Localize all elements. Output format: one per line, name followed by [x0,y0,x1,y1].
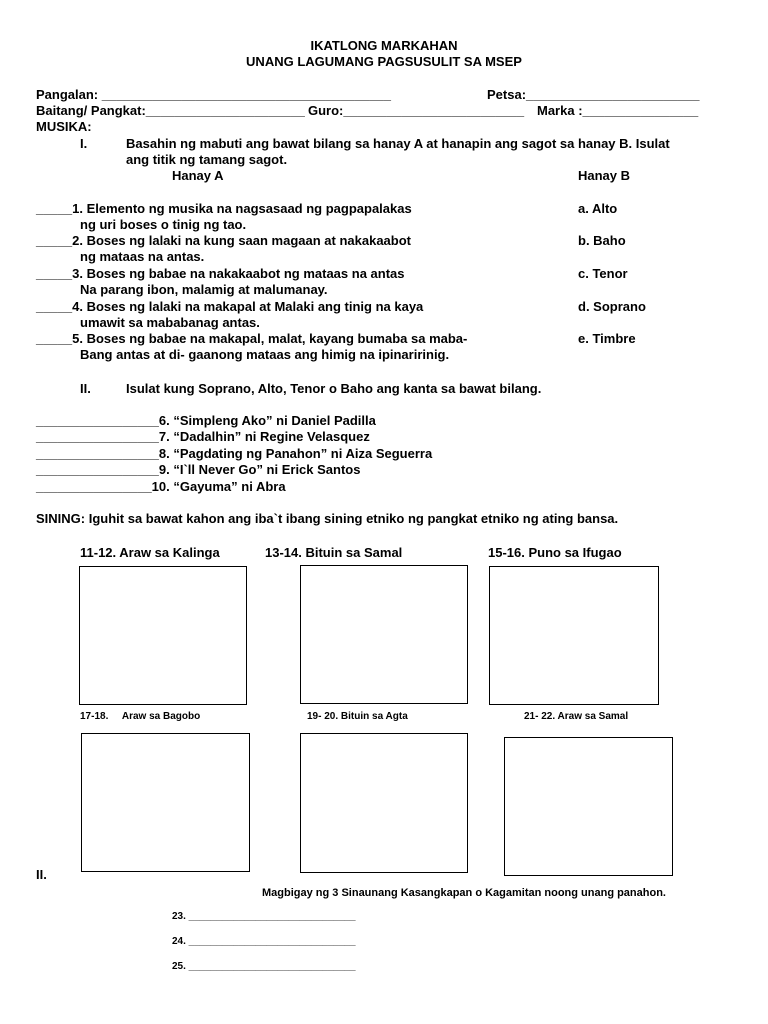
item-line: umawit sa mababanag antas. [80,315,260,330]
item-line: Na parang ibon, malamig at malumanay. [80,282,328,297]
choice: e. Timbre [578,331,636,346]
part3-instruction: Magbigay ng 3 Sinaunang Kasangkapan o Kagamitan noong unang panahon. [262,887,666,899]
song-item[interactable]: ________________10. “Gayuma” ni Abra [36,479,286,494]
drawing-box[interactable] [489,566,659,705]
drawing-box[interactable] [300,733,468,873]
choice: d. Soprano [578,299,646,314]
song-item[interactable]: _________________7. “Dadalhin” ni Regine Velasquez [36,429,370,444]
score-field[interactable]: Marka :________________ [537,103,699,118]
item-line[interactable]: _____4. Boses ng lalaki na makapal at Malaki ang tinig na kaya [36,299,424,314]
column-a-header: Hanay A [172,168,224,183]
item-line: ng uri boses o tinig ng tao. [80,217,247,232]
item-line[interactable]: _____2. Boses ng lalaki na kung saan magaan at nakakaabot [36,233,412,248]
part1-instruction-line1: Basahin ng mabuti ang bawat bilang sa hanay A at hanapin ang sagot sa hanay B. Isulat [126,136,670,151]
sining-instruction: SINING: Iguhit sa bawat kahon ang iba`t ibang sining etniko ng pangkat etniko ng ating bansa. [36,511,619,526]
song-item[interactable]: _________________9. “I`ll Never Go” ni Erick Santos [36,462,361,477]
musika-heading: MUSIKA: [36,119,92,134]
item-line: Bang antas at di- gaanong mataas ang himig na ipinaririnig. [80,347,450,362]
song-item[interactable]: _________________6. “Simpleng Ako” ni Daniel Padilla [36,413,376,428]
drawing-label: 11-12. Araw sa Kalinga [80,545,220,560]
choice: b. Baho [578,233,626,248]
drawing-label: 17-18. Araw sa Bagobo [80,711,201,722]
answer-line[interactable]: 25. ______________________________ [172,961,356,972]
exam-title-line2: UNANG LAGUMANG PAGSUSULIT SA MSEP [246,54,522,69]
date-field[interactable]: Petsa:________________________ [487,87,700,102]
drawing-box[interactable] [79,566,247,705]
drawing-label: 19- 20. Bituin sa Agta [307,711,408,722]
drawing-label: 13-14. Bituin sa Samal [265,545,403,560]
item-line[interactable]: _____1. Elemento ng musika na nagsasaad ng pagpapalakas [36,201,412,216]
item-line[interactable]: _____3. Boses ng babae na nakakaabot ng mataas na antas [36,266,405,281]
item-line[interactable]: _____5. Boses ng babae na makapal, malat, kayang bumaba sa maba- [36,331,468,346]
song-item[interactable]: _________________8. “Pagdating ng Panahon” ni Aiza Seguerra [36,446,433,461]
drawing-box[interactable] [81,733,250,872]
teacher-field[interactable]: Guro:_________________________ [308,103,525,118]
choice: a. Alto [578,201,618,216]
drawing-box[interactable] [504,737,673,876]
part3-numeral: II. [36,867,47,882]
exam-title-line1: IKATLONG MARKAHAN [310,38,458,53]
column-b-header: Hanay B [578,168,631,183]
answer-line[interactable]: 23. ______________________________ [172,911,356,922]
grade-section-field[interactable]: Baitang/ Pangkat:______________________ [36,103,305,118]
name-field[interactable]: Pangalan: ________________________________________ [36,87,391,102]
item-line: ng mataas na antas. [80,249,205,264]
drawing-label: 21- 22. Araw sa Samal [524,711,629,722]
drawing-box[interactable] [300,565,468,704]
answer-line[interactable]: 24. ______________________________ [172,936,356,947]
part1-numeral: I. [80,136,88,151]
choice: c. Tenor [578,266,628,281]
part2-instruction: Isulat kung Soprano, Alto, Tenor o Baho ang kanta sa bawat bilang. [126,381,542,396]
part1-instruction-line2: ang titik ng tamang sagot. [126,152,288,167]
part2-numeral: II. [80,381,91,396]
drawing-label: 15-16. Puno sa Ifugao [488,545,622,560]
